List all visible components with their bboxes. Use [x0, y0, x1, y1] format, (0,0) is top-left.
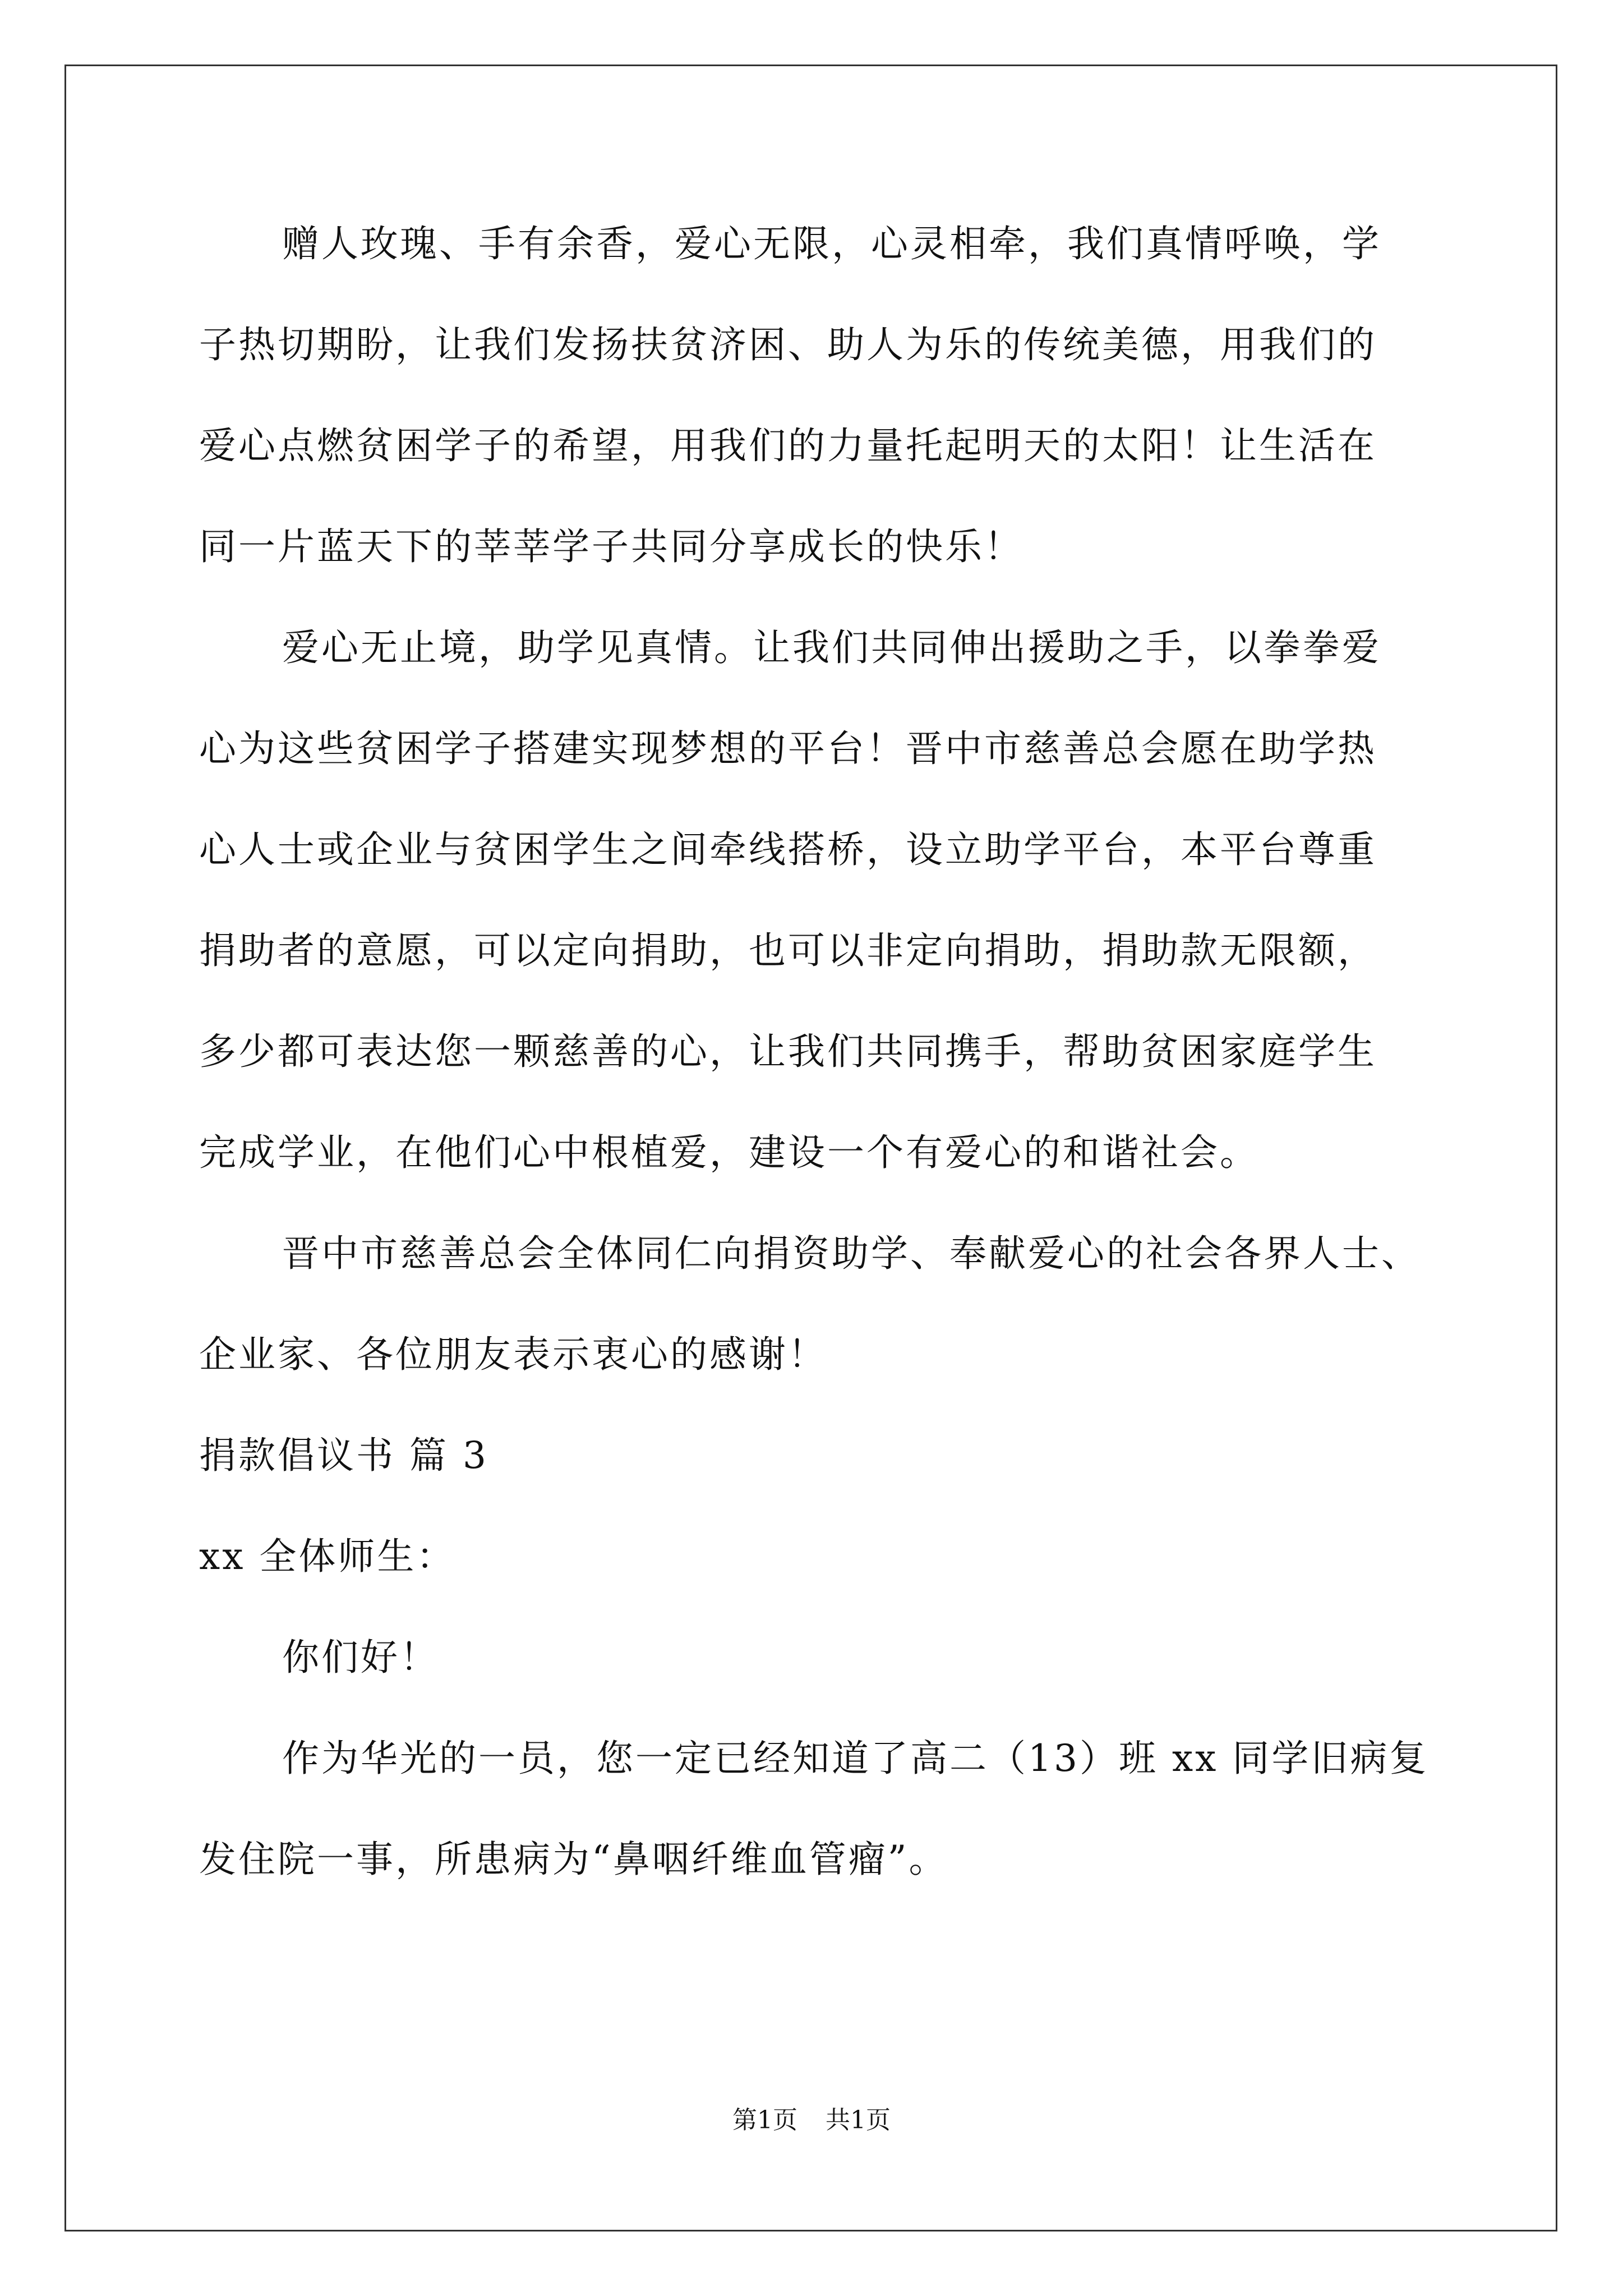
paragraph-line: 爱心点燃贫困学子的希望，用我们的力量托起明天的太阳！让生活在: [199, 424, 1377, 467]
paragraph-line: 完成学业，在他们心中根植爱，建设一个有爱心的和谐社会。: [199, 1131, 1259, 1174]
page-number: 第1页: [732, 2106, 797, 2134]
paragraph-line: 爱心无止境，助学见真情。让我们共同伸出援助之手，以拳拳爱: [282, 626, 1381, 669]
paragraph-line: 企业家、各位朋友表示衷心的感谢！: [199, 1333, 827, 1376]
paragraph-line: 多少都可表达您一颗慈善的心，让我们共同携手，帮助贫困家庭学生: [199, 1030, 1377, 1073]
greeting: 你们好！: [282, 1636, 439, 1679]
page-footer: [0, 2106, 1623, 2134]
paragraph-line: 作为华光的一员，您一定已经知道了高二（13）班 xx 同学旧病复: [282, 1737, 1429, 1780]
paragraph-line: 捐助者的意愿，可以定向捐助，也可以非定向捐助，捐助款无限额，: [199, 929, 1377, 972]
salutation: xx 全体师生：: [199, 1535, 456, 1578]
paragraph-line: 发住院一事，所患病为“鼻咽纤维血管瘤”。: [199, 1838, 948, 1881]
page-total: 共1页: [826, 2106, 891, 2134]
paragraph-line: 同一片蓝天下的莘莘学子共同分享成长的快乐！: [199, 525, 1023, 568]
paragraph-line: 晋中市慈善总会全体同仁向捐资助学、奉献爱心的社会各界人士、: [282, 1232, 1421, 1275]
paragraph-line: 心人士或企业与贫困学生之间牵线搭桥，设立助学平台，本平台尊重: [199, 828, 1377, 871]
paragraph-line: 心为这些贫困学子搭建实现梦想的平台！晋中市慈善总会愿在助学热: [199, 727, 1377, 770]
paragraph-line: 赠人玫瑰、手有余香，爱心无限，心灵相牵，我们真情呼唤，学: [282, 222, 1381, 265]
section-heading: 捐款倡议书 篇 3: [199, 1434, 488, 1477]
paragraph-line: 子热切期盼，让我们发扬扶贫济困、助人为乐的传统美德，用我们的: [199, 323, 1377, 366]
document-body: [199, 219, 1433, 1935]
